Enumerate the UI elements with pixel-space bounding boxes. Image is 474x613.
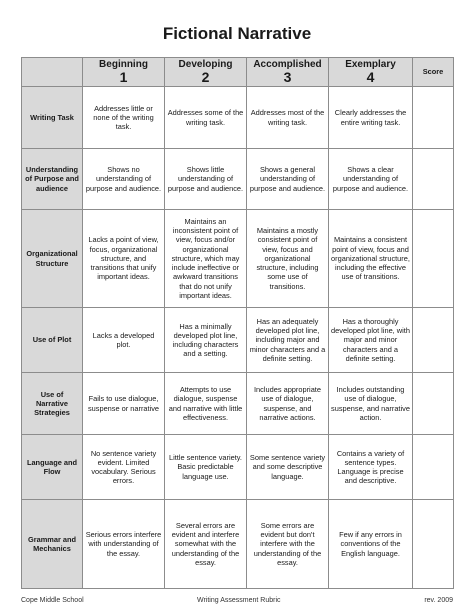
descriptor-cell: Shows a general understanding of purpose and audience. (247, 149, 329, 210)
level-header-developing (165, 58, 247, 87)
descriptor-cell: Shows no understanding of purpose and audience. (83, 149, 165, 210)
rubric-row-narrative-strategies (22, 373, 454, 435)
descriptor-cell: Addresses some of the writing task. (165, 87, 247, 149)
descriptor-cell: Shows little understanding of purpose and audience. (165, 149, 247, 210)
criterion-label: Use of Narrative Strategies (22, 373, 83, 435)
descriptor-cell: Includes appropriate use of dialogue, suspense, and narrative actions. (247, 373, 329, 435)
level-name: Accomplished (253, 58, 322, 70)
descriptor-cell: No sentence variety evident. Limited vocabulary. Serious errors. (83, 435, 165, 500)
descriptor-cell: Several errors are evident and interfere somewhat with the understanding of the essay. (165, 500, 247, 589)
score-cell[interactable] (413, 373, 454, 435)
descriptor-cell: Lacks a developed plot. (83, 308, 165, 373)
descriptor-cell: Maintains an inconsistent point of view, focus and/or organizational structure, which may include ineffective or awkward transitions that do not unify important ideas. (165, 210, 247, 308)
descriptor-cell: Fails to use dialogue, suspense or narrative (83, 373, 165, 435)
rubric-row-purpose-audience (22, 149, 454, 210)
level-number: 2 (201, 68, 210, 85)
level-header-accomplished (247, 58, 329, 87)
descriptor-cell: Lacks a point of view, focus, organizational structure, and transitions that unify important ideas. (83, 210, 165, 308)
footer-revision: rev. 2009 (424, 597, 453, 604)
criterion-label: Language and Flow (22, 435, 83, 500)
descriptor-cell: Has an adequately developed plot line, including major and minor characters and a definite setting. (247, 308, 329, 373)
descriptor-cell: Has a thoroughly developed plot line, with major and minor characters and a definite setting. (329, 308, 413, 373)
rubric-row-language-flow (22, 435, 454, 500)
score-header: Score (413, 58, 454, 87)
descriptor-cell: Some errors are evident but don't interfere with the understanding of the essay. (247, 500, 329, 589)
descriptor-cell: Clearly addresses the entire writing task. (329, 87, 413, 149)
level-name: Exemplary (345, 58, 396, 70)
descriptor-cell: Addresses little or none of the writing task. (83, 87, 165, 149)
descriptor-cell: Some sentence variety and some descriptive language. (247, 435, 329, 500)
criterion-label: Use of Plot (22, 308, 83, 373)
score-cell[interactable] (413, 87, 454, 149)
level-name: Developing (178, 58, 233, 70)
descriptor-cell: Maintains a consistent point of view, focus and organizational structure, including the effective use of transitions. (329, 210, 413, 308)
score-cell[interactable] (413, 435, 454, 500)
level-number: 1 (119, 68, 128, 85)
criterion-label: Grammar and Mechanics (22, 500, 83, 589)
level-number: 3 (283, 68, 292, 85)
descriptor-cell: Little sentence variety. Basic predictable language use. (165, 435, 247, 500)
level-name: Beginning (99, 58, 148, 70)
level-number: 4 (366, 68, 375, 85)
rubric-row-writing-task (22, 87, 454, 149)
descriptor-cell: Few if any errors in conventions of the English language. (329, 500, 413, 589)
corner-cell (22, 58, 83, 87)
rubric-row-organizational-structure (22, 210, 454, 308)
criterion-label: Organizational Structure (22, 210, 83, 308)
descriptor-cell: Has a minimally developed plot line, including characters and a setting. (165, 308, 247, 373)
score-cell[interactable] (413, 149, 454, 210)
score-cell[interactable] (413, 500, 454, 589)
descriptor-cell: Maintains a mostly consistent point of view, focus and organizational structure, including some use of transitions. (247, 210, 329, 308)
level-header-exemplary (329, 58, 413, 87)
descriptor-cell: Shows a clear understanding of purpose and audience. (329, 149, 413, 210)
descriptor-cell: Addresses most of the writing task. (247, 87, 329, 149)
rubric-table (21, 57, 454, 589)
criterion-label: Writing Task (22, 87, 83, 149)
criterion-label: Understanding of Purpose and audience (22, 149, 83, 210)
score-cell[interactable] (413, 308, 454, 373)
level-header-beginning (83, 58, 165, 87)
page-title: Fictional Narrative (162, 24, 312, 43)
score-cell[interactable] (413, 210, 454, 308)
descriptor-cell: Contains a variety of sentence types. Language is precise and descriptive. (329, 435, 413, 500)
footer-document-title: Writing Assessment Rubric (197, 597, 281, 604)
footer-school: Cope Middle School (21, 597, 84, 604)
rubric-row-use-of-plot (22, 308, 454, 373)
header-row (22, 58, 454, 87)
descriptor-cell: Attempts to use dialogue, suspense and narrative with little effectiveness. (165, 373, 247, 435)
descriptor-cell: Serious errors interfere with understanding of the essay. (83, 500, 165, 589)
descriptor-cell: Includes outstanding use of dialogue, suspense, and narrative action. (329, 373, 413, 435)
rubric-row-grammar-mechanics (22, 500, 454, 589)
